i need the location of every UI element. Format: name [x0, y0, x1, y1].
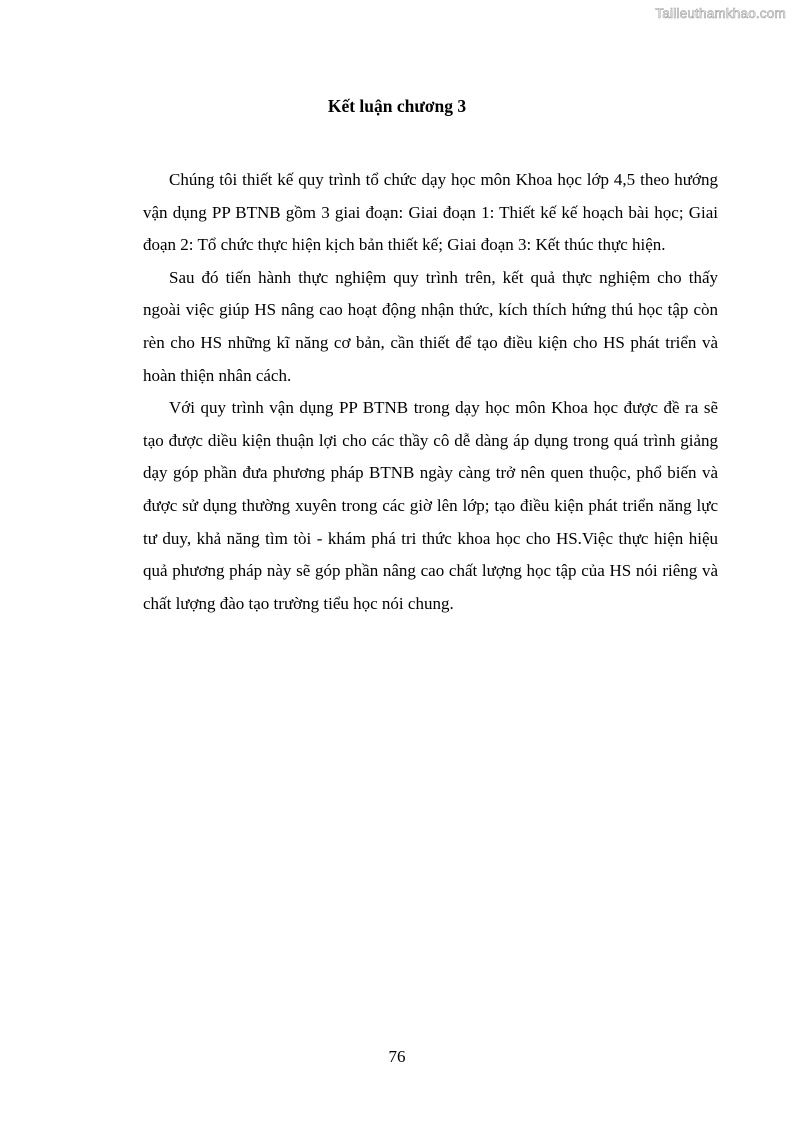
watermark: Tailieuthamkhao.com: [655, 6, 786, 21]
paragraph-1: Chúng tôi thiết kế quy trình tổ chức dạy học môn Khoa học lớp 4,5 theo hướng vận dụng PP BTNB gồm 3 giai đoạn: Giai đoạn 1: Thiết kế kế hoạch bài học; Giai đoạn 2: Tổ chức thực hiện kịch bản thiết kế; Giai đoạn 3: Kết thúc thực hiện.: [143, 170, 718, 255]
paragraph-2: Sau đó tiến hành thực nghiệm quy trình trên, kết quả thực nghiệm cho thấy ngoài việc giúp HS nâng cao hoạt động nhận thức, kích thích hứng thú học tập còn rèn cho HS những kĩ năng cơ bản, cần thiết để tạo điều kiện cho HS phát triển và hoàn thiện nhân cách.: [143, 267, 718, 385]
paragraph-3: Với quy trình vận dụng PP BTNB trong dạy học môn Khoa học được đề ra sẽ tạo được diều kiện thuận lợi cho các thầy cô dễ dàng áp dụng trong quá trình giảng dạy góp phần đưa phương pháp BTNB ngày càng trở nên quen thuộc, phổ biến và được sử dụng thường xuyên trong các giờ lên lớp; tạo điều kiện phát triển năng lực tư duy, khả năng tìm tòi - khám phá tri thức khoa học cho HS.Việc thực hiện hiệu quả phương pháp này sẽ góp phần nâng cao chất lượng học tập của HS nói riêng và chất lượng đào tạo trường tiểu học nói chung.: [143, 398, 718, 613]
chapter-conclusion-title: Kết luận chương 3: [327, 96, 467, 116]
body-text: [143, 164, 718, 620]
page-number: 76: [388, 1047, 406, 1066]
